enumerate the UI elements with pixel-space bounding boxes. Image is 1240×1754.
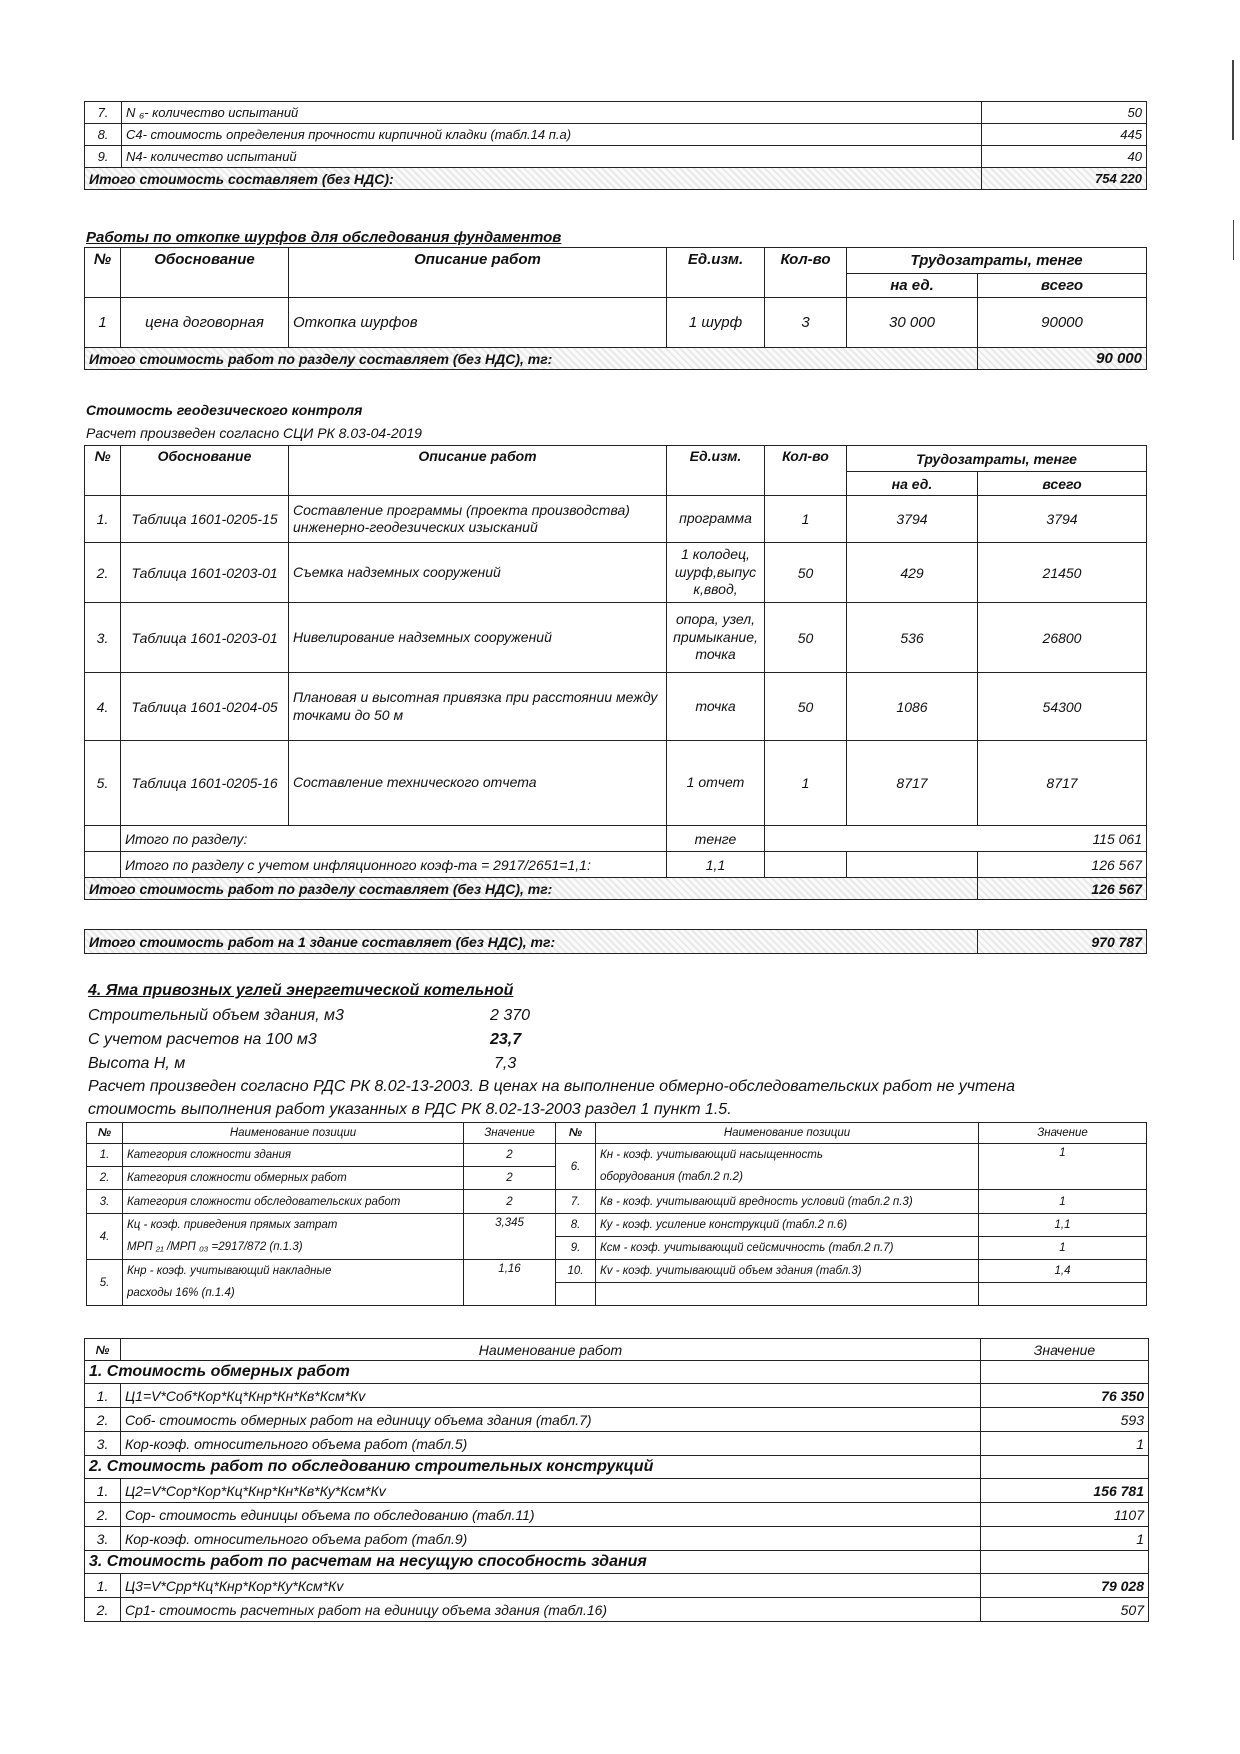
row-num: 3. bbox=[85, 603, 121, 673]
row-desc: Откопка шурфов bbox=[289, 298, 667, 348]
row-per-unit: 3794 bbox=[847, 496, 978, 543]
section4-title: 4. Яма привозных углей энергетической котельной bbox=[88, 982, 514, 999]
name-line: Кнр - коэф. учитывающий накладные bbox=[127, 1264, 332, 1277]
row-qty: 1 bbox=[765, 741, 847, 826]
col-name: Наименование позиции bbox=[596, 1123, 979, 1144]
col-num: № bbox=[85, 446, 121, 496]
scan-edge-mark bbox=[1232, 60, 1234, 140]
col-desc: Описание работ bbox=[289, 446, 667, 496]
row-value: 1,4 bbox=[979, 1260, 1147, 1283]
row-value: 156 781 bbox=[981, 1479, 1149, 1503]
row-name: Категория сложности обмерных работ bbox=[123, 1167, 464, 1190]
row-desc: Нивелирование надземных сооружений bbox=[289, 603, 667, 673]
col-per-unit: на ед. bbox=[847, 472, 978, 496]
total-label: Итого стоимость работ по разделу составляет (без НДС), тг: bbox=[85, 348, 978, 370]
table-row bbox=[85, 1527, 1149, 1551]
table-row bbox=[87, 1190, 1147, 1214]
total-row bbox=[85, 168, 1147, 190]
row-desc: N4- количество испытаний bbox=[122, 146, 982, 168]
table-row bbox=[85, 1479, 1149, 1503]
table-row bbox=[85, 741, 1147, 826]
inflation-coef: 1,1 bbox=[667, 852, 765, 878]
row-num: 2. bbox=[85, 1598, 121, 1622]
subtotal-row bbox=[85, 826, 1147, 852]
row-value: 2 bbox=[464, 1167, 556, 1190]
row-name: Кор-коэф. относительного объема работ (табл.5) bbox=[121, 1432, 981, 1456]
row-name bbox=[123, 1214, 464, 1260]
row-num: 7. bbox=[556, 1190, 596, 1214]
geodesy-subtitle: Расчет произведен согласно СЦИ РК 8.03-04-2019 bbox=[86, 425, 422, 441]
col-value: Значение bbox=[464, 1123, 556, 1144]
row-total: 90000 bbox=[978, 298, 1147, 348]
pits-table bbox=[84, 247, 1147, 370]
row-basis: Таблица 1601-0203-01 bbox=[121, 543, 289, 603]
col-value: Значение bbox=[981, 1339, 1149, 1361]
table-row bbox=[87, 1214, 1147, 1237]
row-name: Ксм - коэф. учитывающий сейсмичность (табл.2 п.7) bbox=[596, 1237, 979, 1260]
works-table bbox=[84, 1338, 1149, 1622]
row-num: 2. bbox=[85, 1503, 121, 1527]
row-qty: 50 bbox=[765, 673, 847, 741]
row-value: 2 bbox=[464, 1144, 556, 1167]
total-value: 126 567 bbox=[978, 878, 1147, 900]
row-basis: Таблица 1601-0203-01 bbox=[121, 603, 289, 673]
col-labor: Трудозатраты, тенге bbox=[847, 446, 1147, 472]
section-row bbox=[85, 1361, 1149, 1384]
coef-table bbox=[86, 1122, 1147, 1306]
col-name: Наименование работ bbox=[121, 1339, 981, 1361]
row-unit: точка bbox=[667, 673, 765, 741]
row-value: 50 bbox=[982, 102, 1147, 124]
row-per-unit: 536 bbox=[847, 603, 978, 673]
row-total: 26800 bbox=[978, 603, 1147, 673]
row-num: 1. bbox=[87, 1144, 123, 1167]
row-num: 9. bbox=[85, 146, 122, 168]
table-row bbox=[85, 1503, 1149, 1527]
scan-edge-mark bbox=[1233, 220, 1234, 260]
row-basis: цена договорная bbox=[121, 298, 289, 348]
table-row bbox=[85, 1384, 1149, 1408]
col-per-unit: на ед. bbox=[847, 274, 978, 298]
col-total: всего bbox=[978, 472, 1147, 496]
col-value: Значение bbox=[979, 1123, 1147, 1144]
table-row bbox=[85, 298, 1147, 348]
row-name: Кв - коэф. учитывающий вредность условий (табл.2 п.3) bbox=[596, 1190, 979, 1214]
col-unit: Ед.изм. bbox=[667, 248, 765, 298]
row-name: Категория сложности здания bbox=[123, 1144, 464, 1167]
row-per-unit: 1086 bbox=[847, 673, 978, 741]
total-value: 754 220 bbox=[982, 168, 1147, 190]
total-row bbox=[85, 878, 1147, 900]
col-name: Наименование позиции bbox=[123, 1123, 464, 1144]
row-name bbox=[123, 1260, 464, 1306]
geodesy-title: Стоимость геодезического контроля bbox=[86, 402, 363, 418]
row-desc: Плановая и высотная привязка при расстоянии между точками до 50 м bbox=[289, 673, 667, 741]
row-desc: Съемка надземных сооружений bbox=[289, 543, 667, 603]
row-num: 2. bbox=[87, 1167, 123, 1190]
row-total: 21450 bbox=[978, 543, 1147, 603]
row-unit: 1 шурф bbox=[667, 298, 765, 348]
row-value: 593 bbox=[981, 1408, 1149, 1432]
name-line: расходы 16% (п.1.4) bbox=[127, 1286, 235, 1299]
row-total: 54300 bbox=[978, 673, 1147, 741]
col-total: всего bbox=[978, 274, 1147, 298]
subtotal-unit: тенге bbox=[667, 826, 765, 852]
row-unit: опора, узел, примыкание, точка bbox=[667, 603, 765, 673]
row-name: Соб- стоимость обмерных работ на единицу объема здания (табл.7) bbox=[121, 1408, 981, 1432]
table-row bbox=[85, 543, 1147, 603]
section-row bbox=[85, 1551, 1149, 1574]
section-row bbox=[85, 1456, 1149, 1479]
table-row bbox=[85, 1574, 1149, 1598]
row-num: 1. bbox=[85, 496, 121, 543]
table-row bbox=[85, 102, 1147, 124]
row-value: 1,16 bbox=[464, 1260, 556, 1306]
row-qty: 3 bbox=[765, 298, 847, 348]
param-label: Высота Н, м bbox=[88, 1055, 186, 1072]
subtotal-label: Итого по разделу: bbox=[121, 826, 667, 852]
row-num: 5. bbox=[87, 1260, 123, 1306]
col-num: № bbox=[85, 248, 121, 298]
row-name: Ср1- стоимость расчетных работ на единицу объема здания (табл.16) bbox=[121, 1598, 981, 1622]
col-qty: Кол-во bbox=[765, 248, 847, 298]
row-name: Ц1=V*Соб*Кор*Кц*Кнр*Кн*Кв*Ксм*Кv bbox=[121, 1384, 981, 1408]
row-value: 1 bbox=[979, 1144, 1147, 1190]
table-row bbox=[85, 673, 1147, 741]
row-num: 9. bbox=[556, 1237, 596, 1260]
col-num: № bbox=[85, 1339, 121, 1361]
row-value: 507 bbox=[981, 1598, 1149, 1622]
row-name: Кv - коэф. учитывающий объем здания (табл.3) bbox=[596, 1260, 979, 1283]
row-basis: Таблица 1601-0205-15 bbox=[121, 496, 289, 543]
row-name: Кор-коэф. относительного объема работ (табл.9) bbox=[121, 1527, 981, 1551]
param-value: 7,3 bbox=[494, 1055, 517, 1072]
row-value: 1 bbox=[981, 1432, 1149, 1456]
row-num: 3. bbox=[87, 1190, 123, 1214]
row-num: 4. bbox=[85, 673, 121, 741]
total-label: Итого стоимость работ по разделу составляет (без НДС), тг: bbox=[85, 878, 978, 900]
pits-title: Работы по откопке шурфов для обследования фундаментов bbox=[86, 229, 562, 246]
table-row bbox=[85, 124, 1147, 146]
row-value: 40 bbox=[982, 146, 1147, 168]
row-qty: 50 bbox=[765, 543, 847, 603]
row-value: 1107 bbox=[981, 1503, 1149, 1527]
col-labor: Трудозатраты, тенге bbox=[847, 248, 1147, 274]
subtotal-value: 115 061 bbox=[765, 826, 1147, 852]
row-basis: Таблица 1601-0204-05 bbox=[121, 673, 289, 741]
inflation-value: 126 567 bbox=[978, 852, 1147, 878]
row-value: 1,1 bbox=[979, 1214, 1147, 1237]
col-desc: Описание работ bbox=[289, 248, 667, 298]
row-name: Ц3=V*Срр*Кц*Кнр*Кор*Ку*Ксм*Кv bbox=[121, 1574, 981, 1598]
inflation-row bbox=[85, 852, 1147, 878]
row-value: 3,345 bbox=[464, 1214, 556, 1260]
row-num: 4. bbox=[87, 1214, 123, 1260]
param-value: 2 370 bbox=[490, 1007, 531, 1024]
inflation-label: Итого по разделу с учетом инфляционного коэф-та = 2917/2651=1,1: bbox=[121, 852, 667, 878]
row-num: 7. bbox=[85, 102, 122, 124]
row-total: 8717 bbox=[978, 741, 1147, 826]
row-num: 3. bbox=[85, 1432, 121, 1456]
table-row bbox=[85, 146, 1147, 168]
name-line: МРП ₂₁ /МРП ₀₃ =2917/872 (п.1.3) bbox=[127, 1240, 303, 1253]
total-value: 90 000 bbox=[978, 348, 1147, 370]
row-total: 3794 bbox=[978, 496, 1147, 543]
row-desc: Составление программы (проекта производства) инженерно-геодезических изысканий bbox=[289, 496, 667, 543]
section-title: 2. Стоимость работ по обследованию строительных конструкций bbox=[85, 1456, 981, 1479]
top-table bbox=[84, 101, 1147, 190]
row-qty: 1 bbox=[765, 496, 847, 543]
row-num: 5. bbox=[85, 741, 121, 826]
note-line: стоимость выполнения работ указанных в РДС РК 8.02-13-2003 раздел 1 пункт 1.5. bbox=[88, 1101, 732, 1118]
table-row bbox=[85, 496, 1147, 543]
section-title: 3. Стоимость работ по расчетам на несущую способность здания bbox=[85, 1551, 981, 1574]
total-label: Итого стоимость составляет (без НДС): bbox=[85, 168, 982, 190]
col-basis: Обоснование bbox=[121, 248, 289, 298]
row-per-unit: 30 000 bbox=[847, 298, 978, 348]
row-value: 445 bbox=[982, 124, 1147, 146]
row-num: 1. bbox=[85, 1384, 121, 1408]
table-row bbox=[85, 1598, 1149, 1622]
row-name: Категория сложности обследовательских работ bbox=[123, 1190, 464, 1214]
building-total-value: 970 787 bbox=[978, 930, 1147, 954]
table-row bbox=[87, 1144, 1147, 1167]
table-row bbox=[85, 603, 1147, 673]
name-line: оборудования (табл.2 п.2) bbox=[600, 1170, 743, 1183]
row-num: 10. bbox=[556, 1260, 596, 1283]
row-name: Сор- стоимость единицы объема по обследованию (табл.11) bbox=[121, 1503, 981, 1527]
total-row bbox=[85, 348, 1147, 370]
building-total-table bbox=[84, 929, 1147, 954]
note-line: Расчет произведен согласно РДС РК 8.02-13-2003. В ценах на выполнение обмерно-обследовательских работ не учтена bbox=[88, 1078, 1015, 1095]
name-line: Кц - коэф. приведения прямых затрат bbox=[127, 1218, 338, 1231]
row-num: 8. bbox=[85, 124, 122, 146]
row-basis: Таблица 1601-0205-16 bbox=[121, 741, 289, 826]
row-num: 6. bbox=[556, 1144, 596, 1190]
row-num: 1. bbox=[85, 1479, 121, 1503]
col-qty: Кол-во bbox=[765, 446, 847, 496]
row-num: 1. bbox=[85, 1574, 121, 1598]
row-value: 76 350 bbox=[981, 1384, 1149, 1408]
row-value: 1 bbox=[979, 1237, 1147, 1260]
row-num: 3. bbox=[85, 1527, 121, 1551]
param-value: 23,7 bbox=[490, 1031, 522, 1048]
row-unit: программа bbox=[667, 496, 765, 543]
row-desc: Составление технического отчета bbox=[289, 741, 667, 826]
param-label: Строительный объем здания, м3 bbox=[88, 1007, 344, 1024]
col-num: № bbox=[556, 1123, 596, 1144]
row-name: Ц2=V*Сор*Кор*Кц*Кнр*Кн*Кв*Ку*Ксм*Кv bbox=[121, 1479, 981, 1503]
param-label: С учетом расчетов на 100 м3 bbox=[88, 1031, 317, 1048]
row-value: 1 bbox=[979, 1190, 1147, 1214]
section-title: 1. Стоимость обмерных работ bbox=[85, 1361, 981, 1384]
row-per-unit: 8717 bbox=[847, 741, 978, 826]
geodesy-table bbox=[84, 445, 1147, 900]
row-unit: 1 колодец, шурф,выпус к,ввод, bbox=[667, 543, 765, 603]
col-num: № bbox=[87, 1123, 123, 1144]
row-desc: N ₆- количество испытаний bbox=[122, 102, 982, 124]
table-row bbox=[85, 1408, 1149, 1432]
col-basis: Обоснование bbox=[121, 446, 289, 496]
row-name bbox=[596, 1144, 979, 1190]
row-value: 1 bbox=[981, 1527, 1149, 1551]
building-total-label: Итого стоимость работ на 1 здание составляет (без НДС), тг: bbox=[85, 930, 978, 954]
row-num: 1 bbox=[85, 298, 121, 348]
row-qty: 50 bbox=[765, 603, 847, 673]
row-num: 2. bbox=[85, 543, 121, 603]
row-value: 2 bbox=[464, 1190, 556, 1214]
table-row bbox=[85, 1432, 1149, 1456]
row-num: 2. bbox=[85, 1408, 121, 1432]
col-unit: Ед.изм. bbox=[667, 446, 765, 496]
row-desc: C4- стоимость определения прочности кирпичной кладки (табл.14 п.а) bbox=[122, 124, 982, 146]
row-per-unit: 429 bbox=[847, 543, 978, 603]
row-unit: 1 отчет bbox=[667, 741, 765, 826]
row-value: 79 028 bbox=[981, 1574, 1149, 1598]
row-name: Ку - коэф. усиление конструкций (табл.2 п.6) bbox=[596, 1214, 979, 1237]
name-line: Кн - коэф. учитывающий насыщенность bbox=[600, 1148, 823, 1161]
row-num: 8. bbox=[556, 1214, 596, 1237]
table-row bbox=[87, 1260, 1147, 1283]
